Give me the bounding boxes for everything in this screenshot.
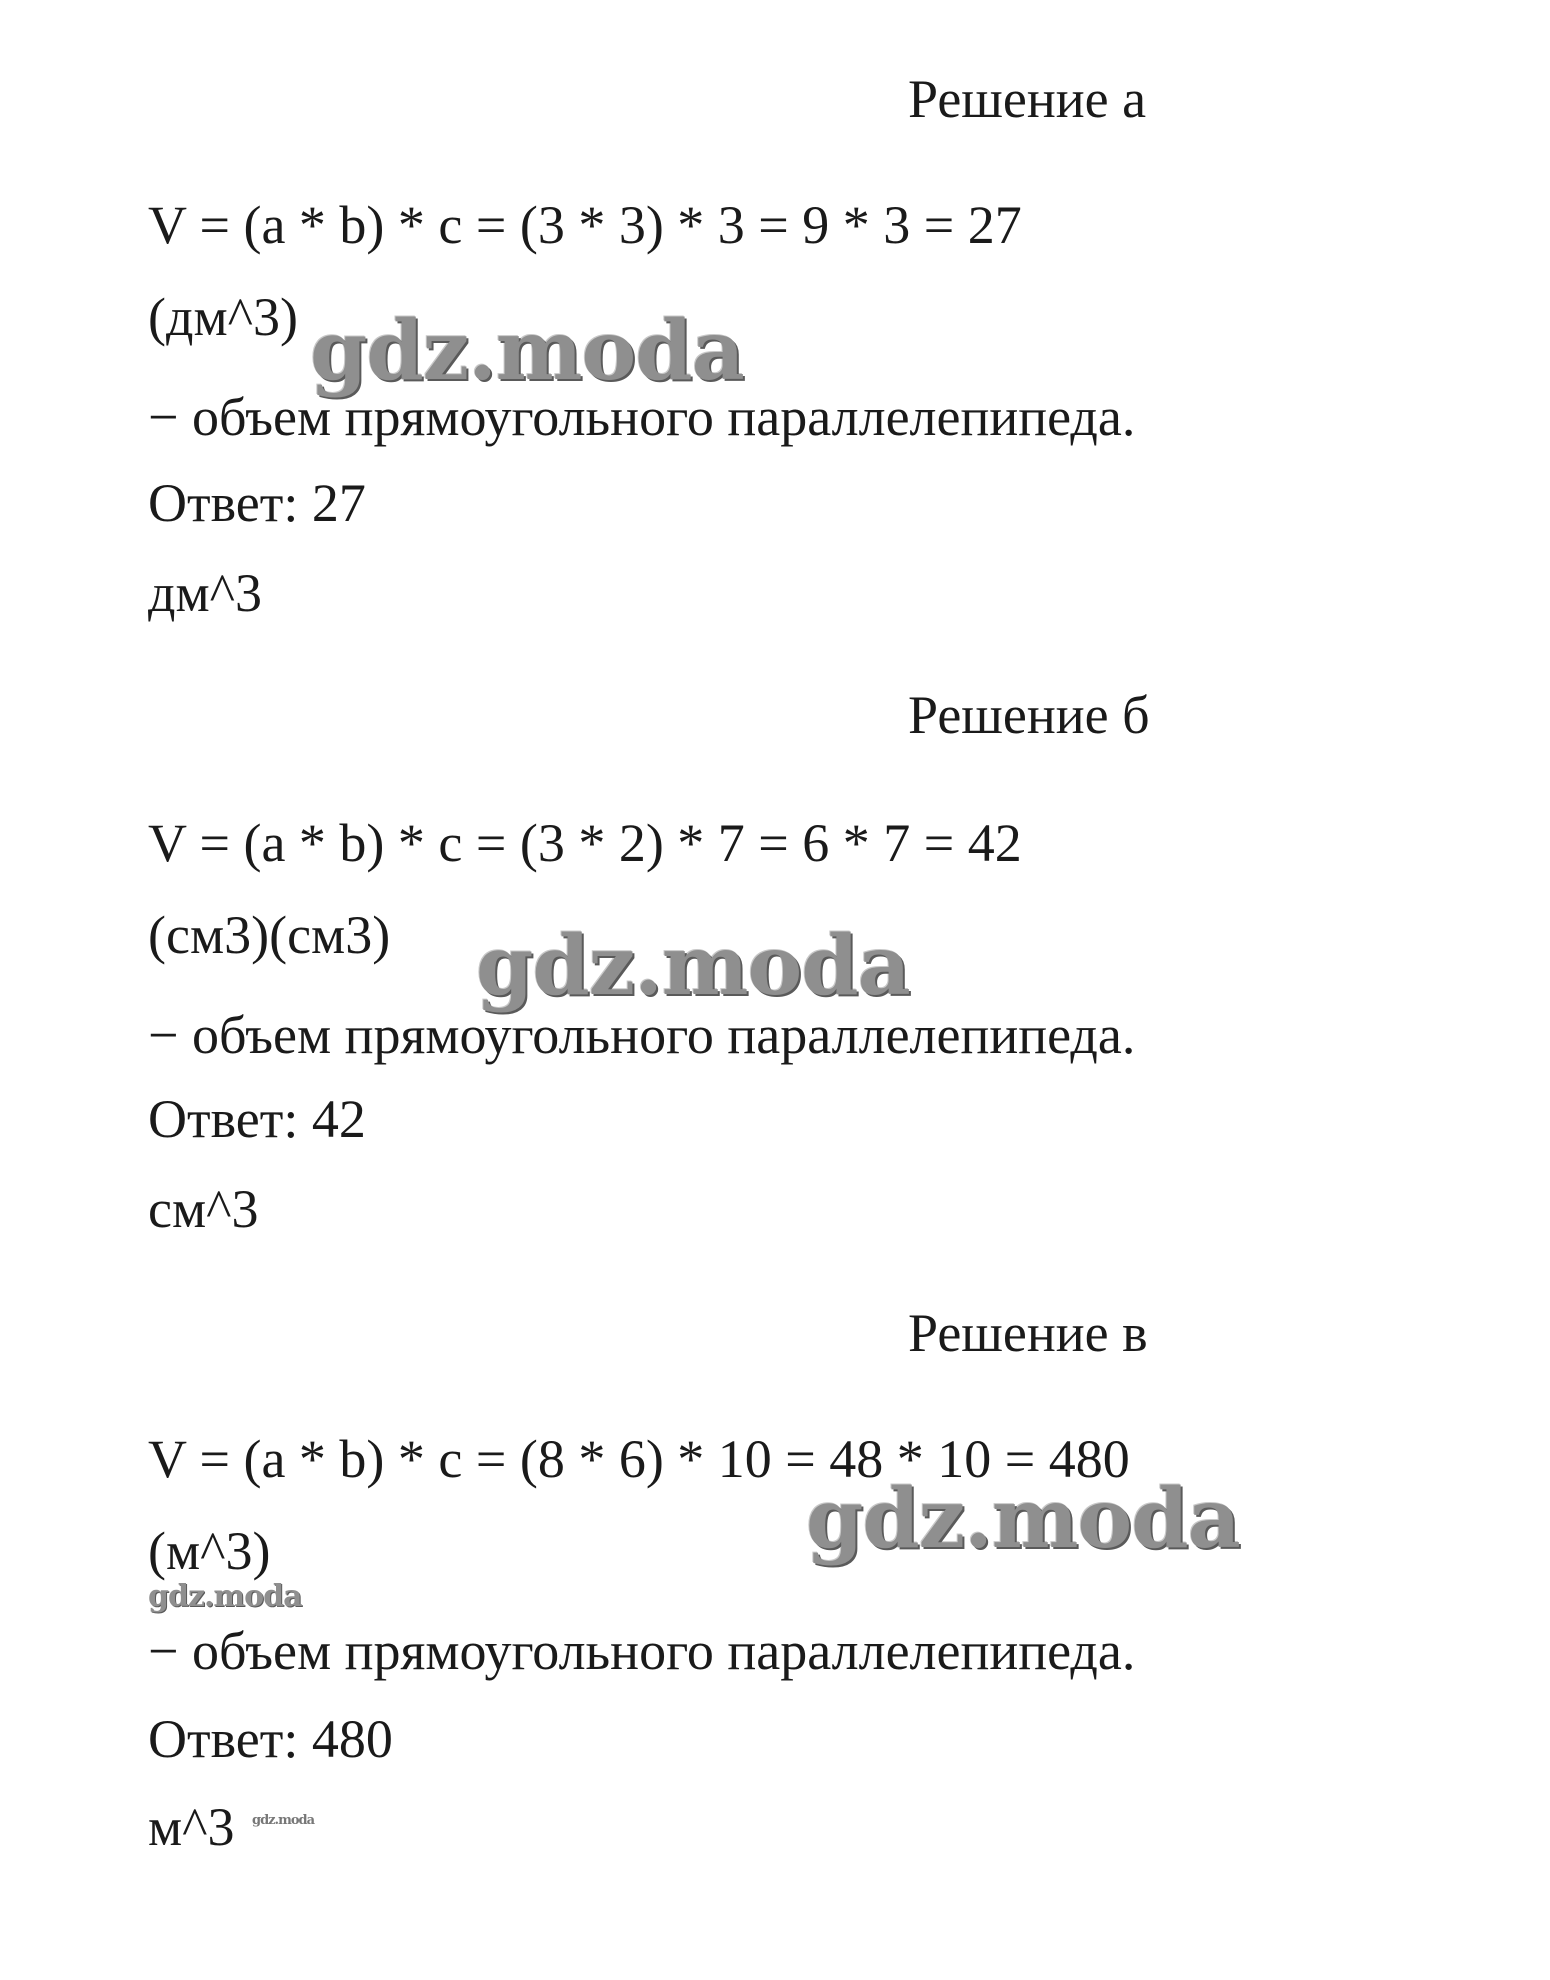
solution-c-unit-line: (м^3) xyxy=(148,1521,271,1581)
solution-a-answer: Ответ: 27 xyxy=(148,473,366,533)
solution-c-answer: Ответ: 480 xyxy=(148,1709,393,1769)
watermark-logo: gdz.moda xyxy=(310,303,744,399)
solution-b-formula: V = (a * b) * c = (3 * 2) * 7 = 6 * 7 = 42 xyxy=(148,813,1022,873)
watermark-logo: gdz.moda xyxy=(476,918,910,1014)
watermark-logo: gdz.moda xyxy=(148,1579,302,1614)
solution-b-description: − объем прямоугольного параллелепипеда. xyxy=(148,1005,1136,1065)
solution-c-answer-unit: м^3 xyxy=(148,1797,235,1857)
solution-a-unit-line: (дм^3) xyxy=(148,287,298,347)
solution-c-formula: V = (a * b) * c = (8 * 6) * 10 = 48 * 10 = 480 xyxy=(148,1429,1130,1489)
solution-b-heading: Решение б xyxy=(908,685,1150,745)
solution-c-description: − объем прямоугольного параллелепипеда. xyxy=(148,1621,1136,1681)
solution-a-answer-unit: дм^3 xyxy=(148,563,262,623)
watermark-logo: gdz.moda xyxy=(806,1471,1240,1567)
solution-b-answer-unit: см^3 xyxy=(148,1179,259,1239)
solution-c-heading: Решение в xyxy=(908,1303,1148,1363)
solution-b-answer: Ответ: 42 xyxy=(148,1089,366,1149)
watermark-logo: gdz.moda xyxy=(252,1813,315,1828)
solution-a-description: − объем прямоугольного параллелепипеда. xyxy=(148,387,1136,447)
solution-b-unit-line: (см3)(см3) xyxy=(148,905,391,965)
solution-a-formula: V = (a * b) * c = (3 * 3) * 3 = 9 * 3 = 27 xyxy=(148,195,1022,255)
solution-a-heading: Решение а xyxy=(908,69,1147,129)
